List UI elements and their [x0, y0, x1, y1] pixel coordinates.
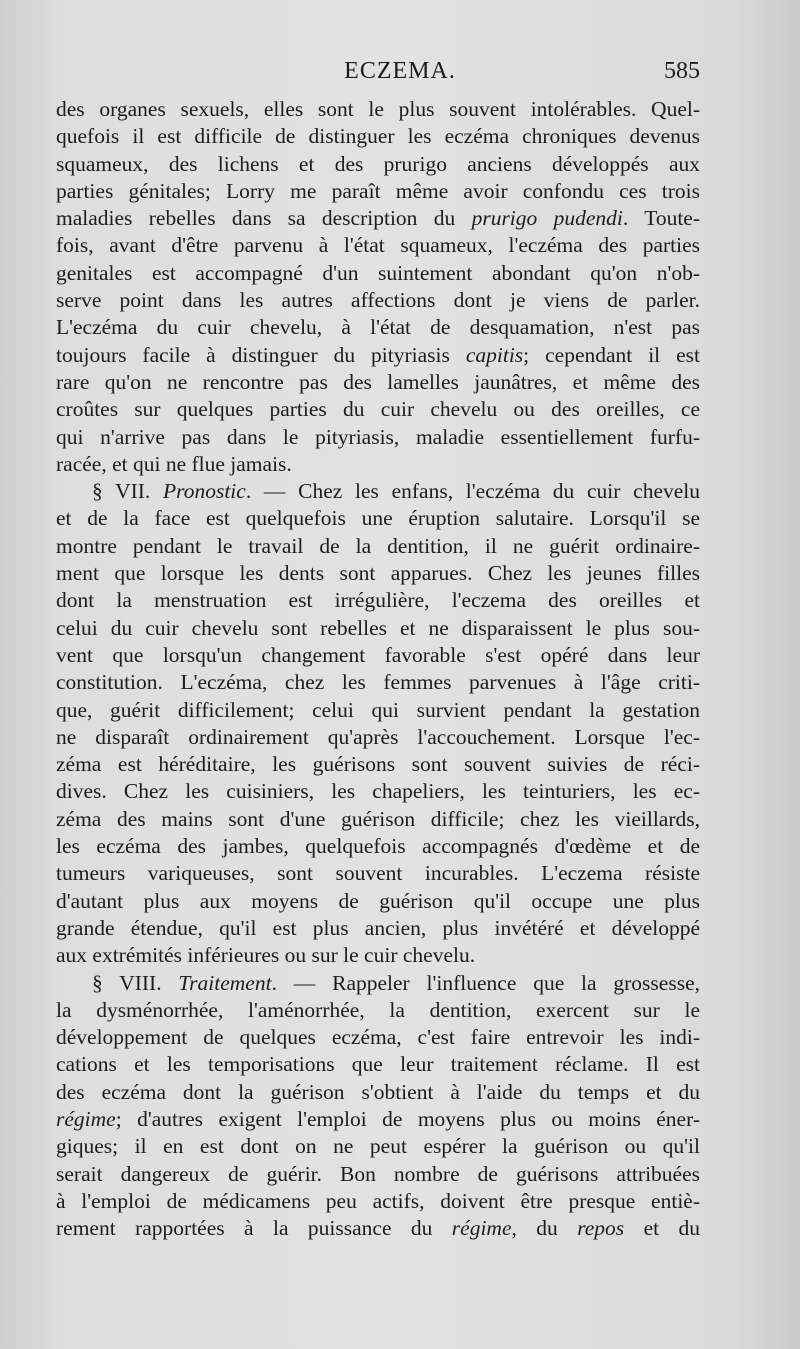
text-line: serve point dans les autres affections dont je viens de parler. [56, 288, 700, 313]
text-line: fois, avant d'être parvenu à l'état squameux, l'eczéma des parties [56, 233, 700, 258]
running-title: ECZEMA. [344, 58, 456, 84]
section-heading-line: § VII. Pronostic. — Chez les enfans, l'eczéma du cuir chevelu [92, 479, 700, 504]
body-text [56, 96, 700, 1242]
text-line: zéma des mains sont d'une guérison difficile; chez les vieillards, [56, 806, 700, 831]
text-line: que, guérit difficilement; celui qui survient pendant la gestation [56, 697, 700, 722]
text-line: ment que lorsque les dents sont apparues. Chez les jeunes filles [56, 561, 700, 586]
text-line: aux extrémités inférieures ou sur le cuir chevelu. [56, 943, 476, 968]
text-line: quefois il est difficile de distinguer les eczéma chroniques devenus [56, 124, 700, 149]
text-line: constitution. L'eczéma, chez les femmes parvenues à l'âge criti- [56, 670, 700, 695]
text-line: les eczéma des jambes, quelquefois accompagnés d'œdème et de [56, 834, 700, 859]
text-line: des organes sexuels, elles sont le plus souvent intolérables. Quel- [56, 97, 700, 121]
text-line: développement de quelques eczéma, c'est faire entrevoir les indi- [56, 1025, 700, 1050]
text-line: dont la menstruation est irrégulière, l'eczema des oreilles et [56, 588, 700, 613]
text-line: racée, et qui ne flue jamais. [56, 451, 292, 476]
section-heading-line: § VIII. Traitement. — Rappeler l'influence que la grossesse, [92, 970, 700, 995]
text-line: et de la face est quelquefois une éruption salutaire. Lorsqu'il se [56, 506, 700, 531]
text-line: serait dangereux de guérir. Bon nombre de guérisons attribuées [56, 1161, 700, 1186]
text-line: d'autant plus aux moyens de guérison qu'il occupe une plus [56, 888, 700, 913]
text-line: régime; d'autres exigent l'emploi de moyens plus ou moins éner- [56, 1106, 700, 1131]
text-line: la dysménorrhée, l'aménorrhée, la dentition, exercent sur le [56, 997, 700, 1022]
text-line: maladies rebelles dans sa description du prurigo pudendi. Toute- [56, 206, 700, 231]
text-line: vent que lorsqu'un changement favorable s'est opéré dans leur [56, 642, 700, 667]
text-line: rement rapportées à la puissance du régime, du repos et du [56, 1216, 700, 1241]
text-line: montre pendant le travail de la dentition, il ne guérit ordinaire- [56, 533, 700, 558]
page-header [0, 58, 800, 94]
text-line: L'eczéma du cuir chevelu, à l'état de desquamation, n'est pas [56, 315, 700, 340]
page-number: 585 [664, 58, 700, 84]
text-line: des eczéma dont la guérison s'obtient à l'aide du temps et du [56, 1079, 700, 1104]
text-line: tumeurs variqueuses, sont souvent incurables. L'eczema résiste [56, 861, 700, 886]
text-line: à l'emploi de médicamens peu actifs, doivent être presque entiè- [56, 1188, 700, 1213]
text-line: croûtes sur quelques parties du cuir chevelu ou des oreilles, ce [56, 397, 700, 422]
text-line: celui du cuir chevelu sont rebelles et ne disparaissent le plus sou- [56, 615, 700, 640]
text-line: cations et les temporisations que leur traitement réclame. Il est [56, 1052, 700, 1077]
text-line: toujours facile à distinguer du pityriasis capitis; cependant il est [56, 342, 700, 367]
text-line: squameux, des lichens et des prurigo anciens développés aux [56, 151, 700, 176]
text-line: ne disparaît ordinairement qu'après l'accouchement. Lorsque l'ec- [56, 724, 700, 749]
text-line: genitales est accompagné d'un suintement abondant qu'on n'ob- [56, 260, 700, 285]
text-line: qui n'arrive pas dans le pityriasis, maladie essentiellement furfu- [56, 424, 700, 449]
text-line: parties génitales; Lorry me paraît même avoir confondu ces trois [56, 178, 700, 203]
text-line: zéma est héréditaire, les guérisons sont souvent suivies de réci- [56, 752, 700, 777]
text-line: grande étendue, qu'il est plus ancien, plus invétéré et développé [56, 915, 700, 940]
text-line: dives. Chez les cuisiniers, les chapeliers, les teinturiers, les ec- [56, 779, 700, 804]
text-line: giques; il en est dont on ne peut espérer la guérison ou qu'il [56, 1134, 700, 1159]
text-line: rare qu'on ne rencontre pas des lamelles jaunâtres, et même des [56, 369, 700, 394]
